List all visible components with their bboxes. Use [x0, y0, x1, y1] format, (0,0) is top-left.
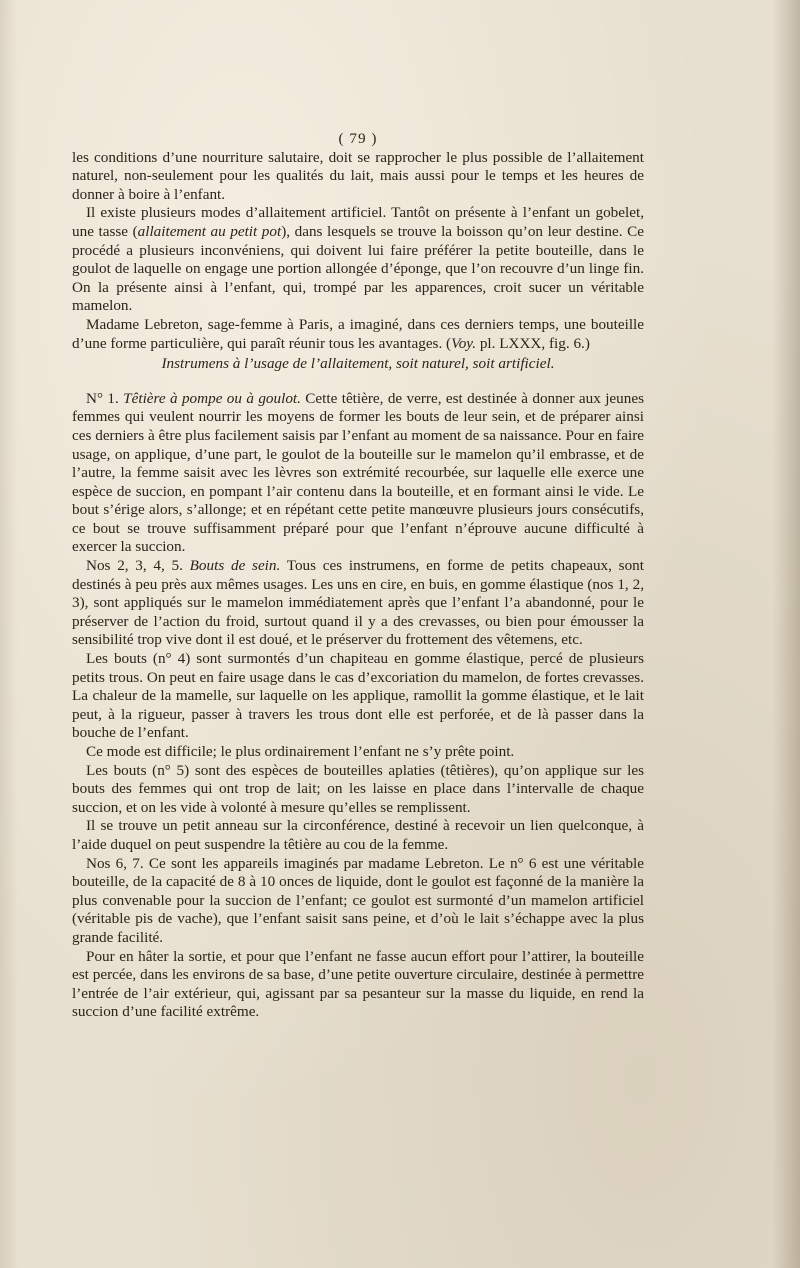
paragraph-5-italic: Bouts de sein. [189, 557, 281, 575]
paragraph-2-italic: allaitement au petit pot [137, 222, 282, 240]
paragraph-7: Ce mode est difficile; le plus ordinairement l’enfant ne s’y prête point. [86, 743, 515, 760]
page-number: ( 79 ) [338, 130, 378, 147]
paragraph-11: Pour en hâter la sortie, et pour que l’enfant ne fasse aucun effort pour l’attirer, la bouteille est percée, dans les environs de sa base, d’une petite ouverture circulaire, destinée à permettre l’entrée de l’air extérieur, qui, agissant par sa pesanteur sur la masse du liquide, en rend la succion d’une facilité extrême. [72, 947, 644, 1021]
paragraph-3-text-a: Madame Lebreton, sage-femme à Paris, a imaginé, dans ces derniers temps, une bouteille d’une forme particulière, qui paraît réunir tous les avantages. ( [72, 315, 644, 352]
paragraph-4 [72, 390, 644, 557]
paragraph-10: Nos 6, 7. Ce sont les appareils imaginés par madame Lebreton. Le n° 6 est une véritable bouteille, de la capacité de 8 à 10 onces de liquide, dont le goulot est façonné de la manière la plus convenable pour la succion de l’enfant; ce goulot est surmonté d’un mamelon artificiel (véritable pis de vache), que l’enfant saisit sans peine, et d’où le lait s’échappe avec la plus grande facilité. [72, 854, 644, 946]
paragraph-2 [72, 204, 644, 316]
paragraph-5-text: Tous ces instrumens, en forme de petits chapeaux, sont destinés à peu près aux mêmes usages. Les uns en cire, en buis, en gomme élastique (nos 1, 2, 3), sont appliqués sur le mamelon immédiatement après que l’enfant l’a abandonné, pour le préserver de l’action du froid, surtout quand il y a des crevasses, ou bien pour émousser la sensibilité trop vive dont il est doué, et le préserver du frottement des vêtemens, etc. [72, 557, 644, 649]
section-heading: Instrumens à l’usage de l’allaitement, soit naturel, soit artificiel. [161, 355, 555, 373]
paragraph-4-text: Cette têtière, de verre, est destinée à donner aux jeunes femmes qui veulent nourrir les moyens de former les bouts de leur sein, et de préparer ainsi ces derniers à être plus facilement saisis par l’enfant au moment de sa naissance. Pour en faire usage, on applique, d’une part, le goulot de la bouteille sur le mamelon qu’il embrasse, et de l’autre, la femme saisit avec les lèvres son extrémité recourbée, sur laquelle elle exerce une espèce de succion, en pompant l’air contenu dans la bouteille, et en formant ainsi le vide. Le bout s’érige alors, s’allonge; et en répétant cette petite manœuvre plusieurs jours consécutifs, ce bout se trouve suffisamment préparé pour que l’enfant n’éprouve aucune difficulté à exercer la succion. [72, 389, 644, 556]
paragraph-3-italic: Voy. [451, 334, 477, 352]
paragraph-6: Les bouts (n° 4) sont surmontés d’un chapiteau en gomme élastique, percé de plusieurs petits trous. On peut en faire usage dans le cas d’excoriation du mamelon, de fortes crevasses. La chaleur de la mamelle, sur laquelle on les applique, ramollit la gomme élastique, et le lait peut, à la rigueur, passer à travers les trous dont elle est perforée, et de là passer dans la bouche de l’enfant. [72, 650, 644, 742]
paragraph-1: les conditions d’une nourriture salutaire, doit se rapprocher le plus possible de l’allaitement naturel, non-seulement pour les qualités du lait, mais aussi pour le temps et les heures de donner à boire à l’enfant. [72, 148, 644, 203]
paragraph-3-text-b: pl. LXXX, fig. 6.) [476, 334, 590, 352]
paragraph-4-number: N° 1. [86, 389, 124, 407]
paragraph-5-number: Nos 2, 3, 4, 5. [86, 557, 190, 575]
paragraph-3 [72, 316, 644, 353]
paragraph-2-text-b: ), dans lesquels se trouve la boisson qu’on leur destine. Ce procédé a plusieurs inconvéniens, qui doivent lui faire préférer la petite bouteille, dans le goulot de laquelle on engage une portion allongée d’éponge, que l’on recouvre d’un linge fin. On la présente ainsi à l’enfant, qui, trompé par les apparences, croit sucer un véritable mamelon. [72, 222, 644, 315]
paragraph-4-italic: Têtière à pompe ou à goulot. [123, 389, 301, 407]
page-text-block [72, 130, 644, 1022]
paragraph-8: Les bouts (n° 5) sont des espèces de bouteilles aplaties (têtières), qu’on applique sur les bouts des femmes qui ont trop de lait; on les laisse en place dans l’intervalle de chaque succion, et on les vide à volonté à mesure qu’elles se remplissent. [72, 761, 644, 816]
page-left-edge-shadow [0, 0, 18, 1268]
paragraph-5 [72, 557, 644, 650]
page-right-edge-shadow [772, 0, 800, 1268]
paragraph-9: Il se trouve un petit anneau sur la circonférence, destiné à recevoir un lien quelconque, à l’aide duquel on peut suspendre la têtière au cou de la femme. [72, 817, 644, 853]
paragraph-2-text-a: Il existe plusieurs modes d’allaitement artificiel. Tantôt on présente à l’enfant un gobelet, une tasse ( [72, 204, 644, 240]
